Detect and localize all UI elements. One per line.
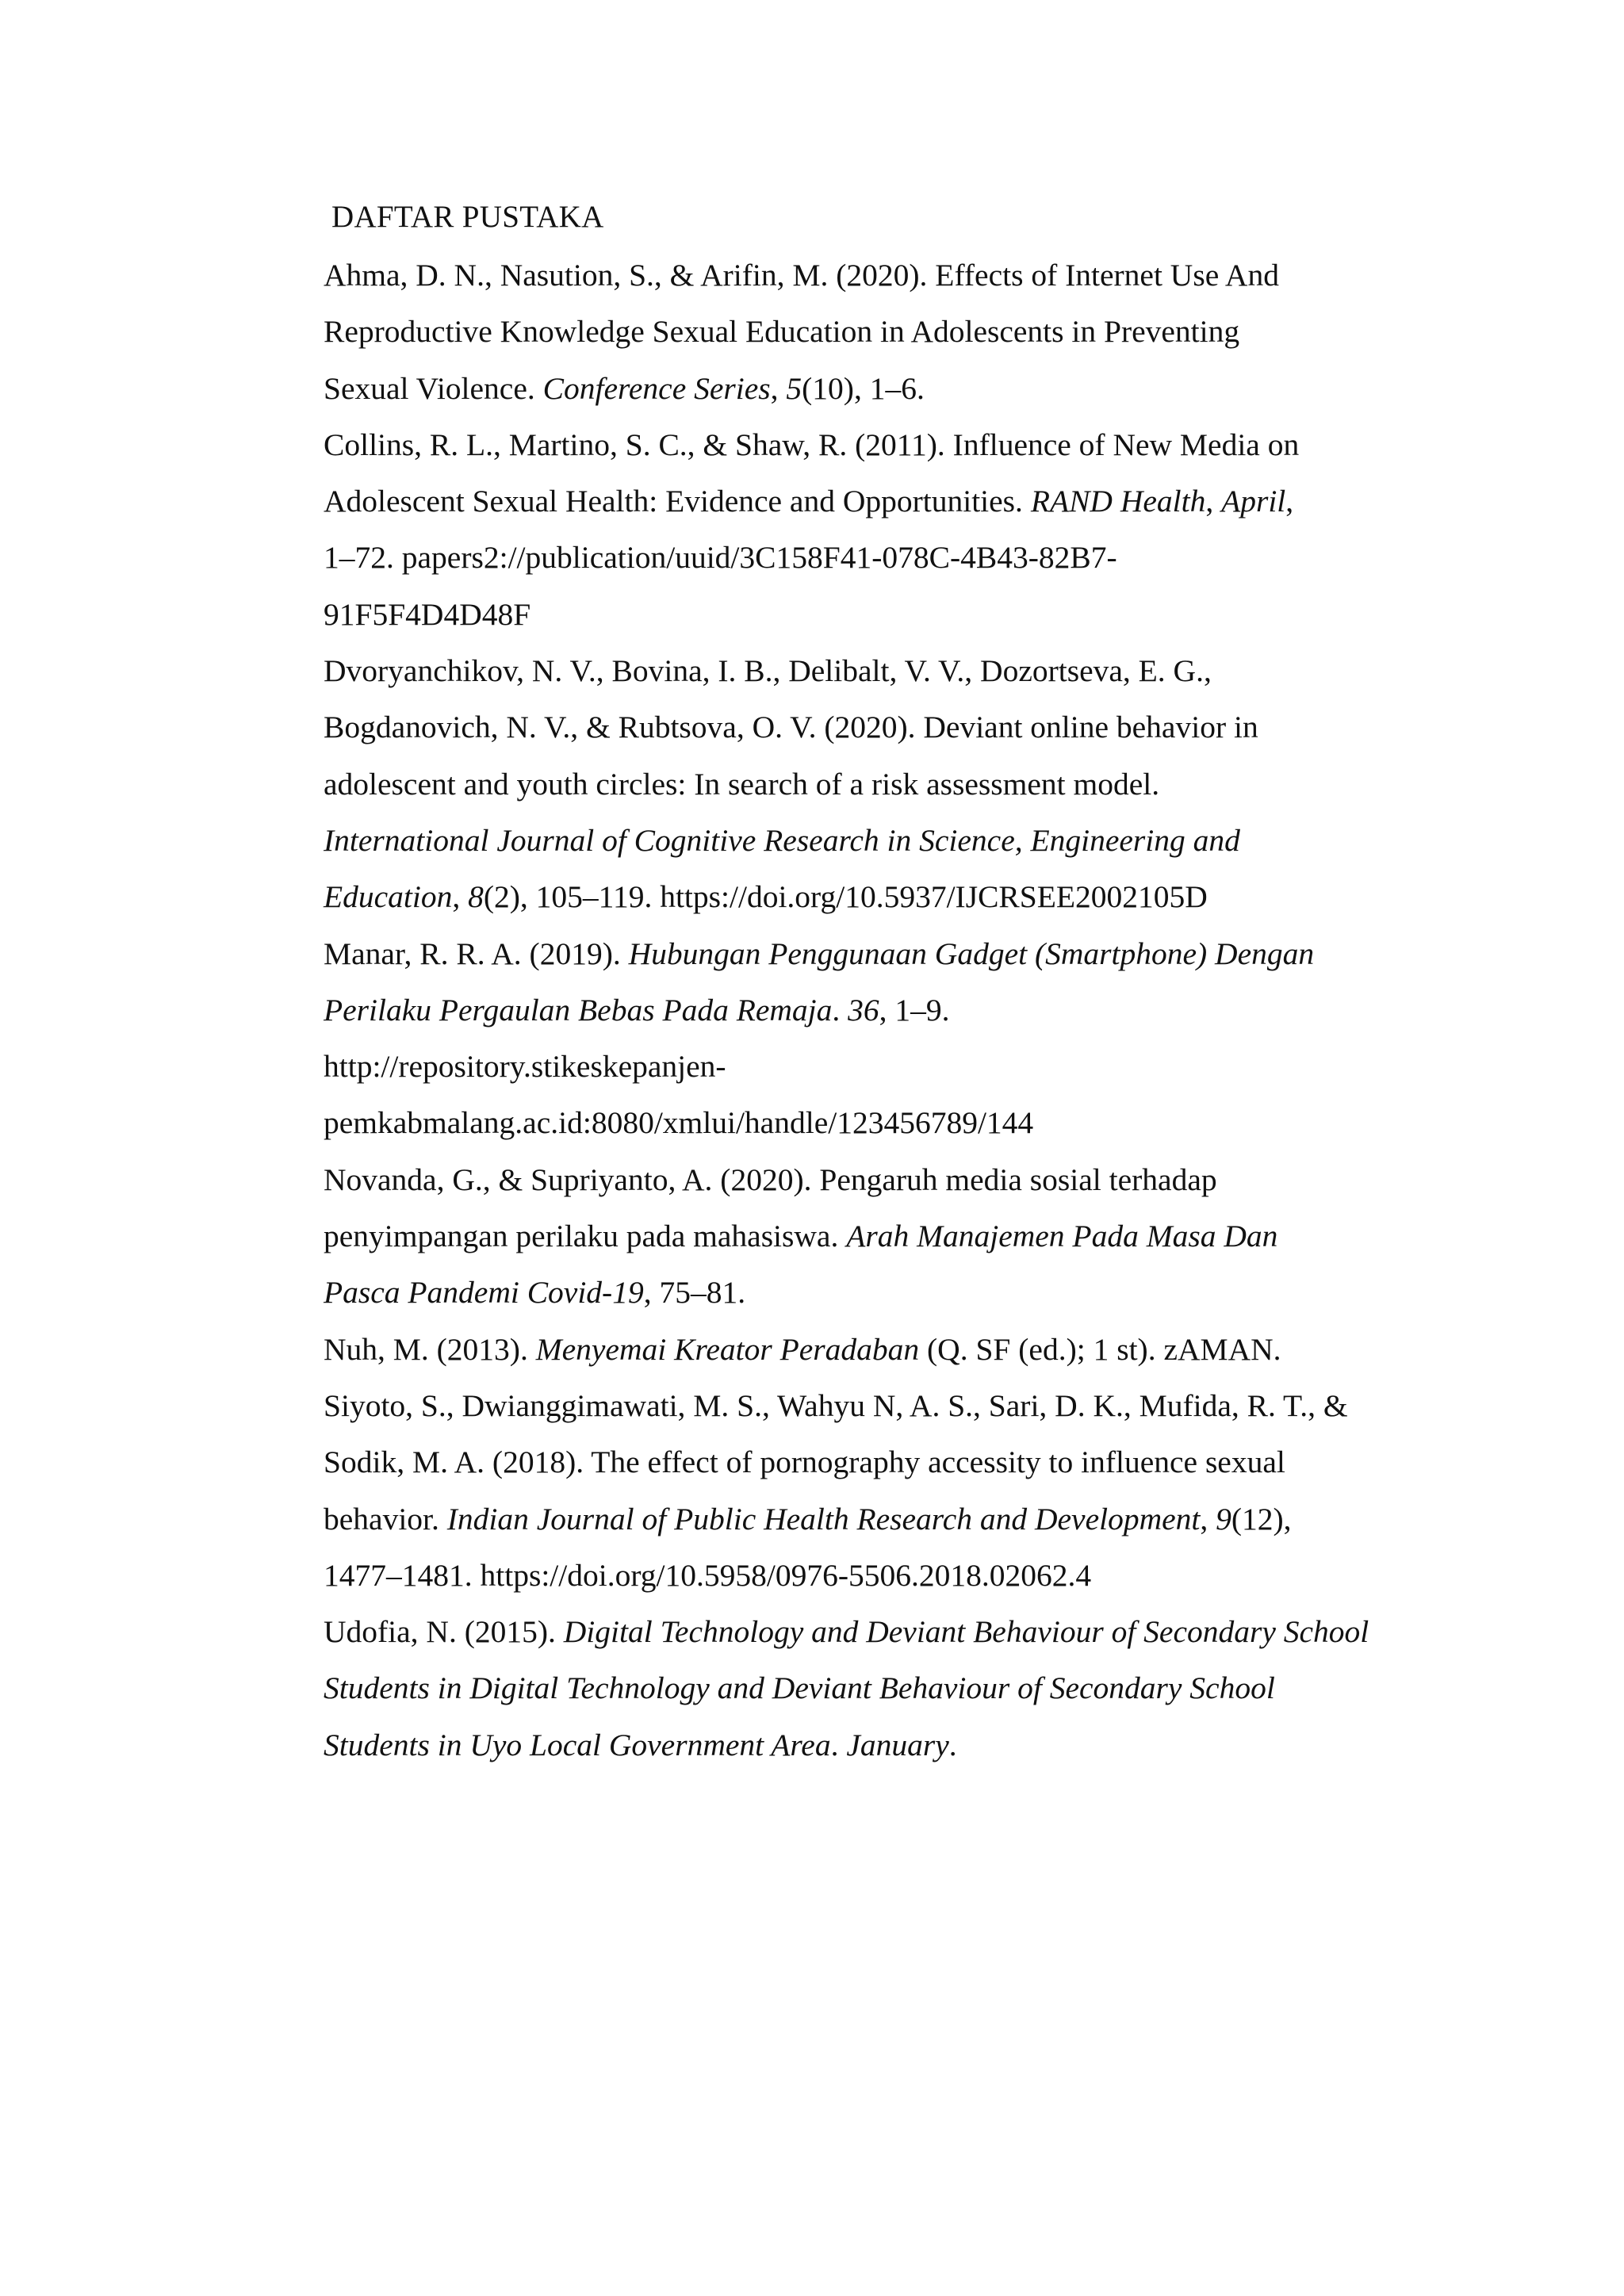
reference-text: .	[830, 1727, 847, 1762]
reference-italic-text: International Journal of Cognitive Research in Science, Engineering and	[324, 822, 1240, 858]
reference-line	[324, 247, 1434, 304]
reference-italic-text: 36	[848, 992, 879, 1027]
reference-line	[324, 1491, 1434, 1548]
reference-line	[324, 1152, 1434, 1208]
reference-italic-text: Digital Technology and Deviant Behaviour of Secondary School	[563, 1614, 1369, 1650]
reference-text: (10), 1–6.	[802, 370, 925, 406]
reference-line	[324, 982, 1434, 1039]
reference-italic-text: January	[846, 1727, 949, 1762]
reference-italic-text: Perilaku Pergaulan Bebas Pada Remaja	[324, 992, 833, 1027]
reference-italic-text: Arah Manajemen Pada Masa Dan	[846, 1219, 1278, 1254]
reference-line	[324, 417, 1434, 473]
reference-line	[324, 1604, 1434, 1660]
reference-italic-text: Students in Uyo Local Government Area	[324, 1727, 831, 1762]
reference-line	[324, 1265, 1434, 1321]
reference-entry	[324, 417, 1434, 643]
reference-entry	[324, 1378, 1434, 1604]
reference-italic-text: RAND Health	[1030, 484, 1206, 519]
reference-italic-text: 8	[468, 879, 484, 915]
reference-text: Bogdanovich, N. V., & Rubtsova, O. V. (2020). Deviant online behavior in	[324, 710, 1258, 745]
reference-text: , 75–81.	[643, 1275, 746, 1311]
reference-line	[324, 813, 1434, 869]
reference-text: 91F5F4D4D48F	[324, 596, 531, 632]
reference-italic-text: 5	[786, 370, 802, 406]
reference-text: penyimpangan perilaku pada mahasiswa.	[324, 1219, 847, 1254]
reference-text: pemkabmalang.ac.id:8080/xmlui/handle/123456789/144	[324, 1105, 1034, 1141]
reference-line	[324, 756, 1434, 813]
reference-text: Manar, R. R. A. (2019).	[324, 936, 629, 971]
reference-line	[324, 304, 1434, 360]
reference-entry	[324, 247, 1434, 417]
page-title: DAFTAR PUSTAKA	[331, 200, 604, 234]
reference-text: Sodik, M. A. (2018). The effect of pornography accessity to influence sexual	[324, 1445, 1285, 1480]
reference-text: Ahma, D. N., Nasution, S., & Arifin, M. (2020). Effects of Internet Use And	[324, 258, 1279, 293]
reference-text: ,	[1200, 1501, 1216, 1536]
reference-text: 1477–1481. https://doi.org/10.5958/0976-5506.2018.02062.4	[324, 1557, 1092, 1593]
reference-line	[324, 587, 1434, 643]
reference-text: ,	[770, 370, 787, 406]
reference-text: Nuh, M. (2013).	[324, 1331, 536, 1367]
reference-italic-text: Menyemai Kreator Peradaban	[535, 1331, 920, 1367]
reference-italic-text: Pasca Pandemi Covid-19	[324, 1275, 644, 1311]
reference-text: Udofia, N. (2015).	[324, 1614, 564, 1650]
reference-italic-text: Conference Series	[542, 370, 771, 406]
reference-italic-text: 9	[1216, 1501, 1231, 1536]
reference-line	[324, 1548, 1434, 1604]
reference-text: ,	[1285, 484, 1294, 519]
reference-text: Siyoto, S., Dwianggimawati, M. S., Wahyu N, A. S., Sari, D. K., Mufida, R. T., &	[324, 1387, 1348, 1423]
reference-line	[324, 1434, 1434, 1490]
reference-entry	[324, 643, 1434, 925]
reference-text: (2), 105–119. https://doi.org/10.5937/IJCRSEE2002105D	[483, 879, 1208, 915]
reference-text: .	[832, 992, 848, 1027]
reference-line	[324, 473, 1434, 530]
reference-text: , 1–9.	[879, 992, 950, 1027]
reference-entry	[324, 926, 1434, 1152]
reference-text: (12),	[1231, 1501, 1292, 1536]
reference-list	[324, 247, 1434, 1774]
reference-text: http://repository.stikeskepanjen-	[324, 1049, 726, 1085]
reference-italic-text: Indian Journal of Public Health Research and Development	[446, 1501, 1201, 1536]
reference-line	[324, 1039, 1434, 1095]
reference-line	[324, 1378, 1434, 1434]
reference-text: (Q. SF (ed.); 1 st). zAMAN.	[919, 1331, 1281, 1367]
reference-line	[324, 1660, 1434, 1716]
reference-entry	[324, 1152, 1434, 1322]
reference-line	[324, 1095, 1434, 1151]
reference-italic-text: Hubungan Penggunaan Gadget (Smartphone) Dengan	[628, 936, 1315, 971]
reference-text: ,	[452, 879, 469, 915]
reference-line	[324, 643, 1434, 699]
reference-line	[324, 530, 1434, 586]
reference-text: ,	[1205, 484, 1222, 519]
reference-italic-text: April	[1221, 484, 1286, 519]
reference-italic-text: Students in Digital Technology and Deviant Behaviour of Secondary School	[324, 1670, 1275, 1706]
reference-text: Adolescent Sexual Health: Evidence and Opportunities.	[324, 484, 1031, 519]
reference-text: Reproductive Knowledge Sexual Education in Adolescents in Preventing	[324, 314, 1240, 350]
reference-line	[324, 1717, 1434, 1774]
reference-text: behavior.	[324, 1501, 447, 1536]
reference-entry	[324, 1322, 1434, 1378]
reference-text: adolescent and youth circles: In search of a risk assessment model.	[324, 766, 1160, 802]
reference-line	[324, 1208, 1434, 1265]
reference-line	[324, 926, 1434, 982]
reference-line	[324, 699, 1434, 756]
reference-italic-text: Education	[324, 879, 453, 915]
reference-line	[324, 361, 1434, 417]
reference-entry	[324, 1604, 1434, 1774]
reference-text: .	[948, 1727, 957, 1762]
reference-line	[324, 869, 1434, 925]
reference-text: Dvoryanchikov, N. V., Bovina, I. B., Delibalt, V. V., Dozortseva, E. G.,	[324, 653, 1212, 689]
reference-line	[324, 1322, 1434, 1378]
reference-text: 1–72. papers2://publication/uuid/3C158F41-078C-4B43-82B7-	[324, 540, 1117, 576]
reference-text: Sexual Violence.	[324, 370, 543, 406]
reference-text: Novanda, G., & Supriyanto, A. (2020). Pengaruh media sosial terhadap	[324, 1161, 1217, 1197]
reference-text: Collins, R. L., Martino, S. C., & Shaw, R. (2011). Influence of New Media on	[324, 427, 1300, 462]
